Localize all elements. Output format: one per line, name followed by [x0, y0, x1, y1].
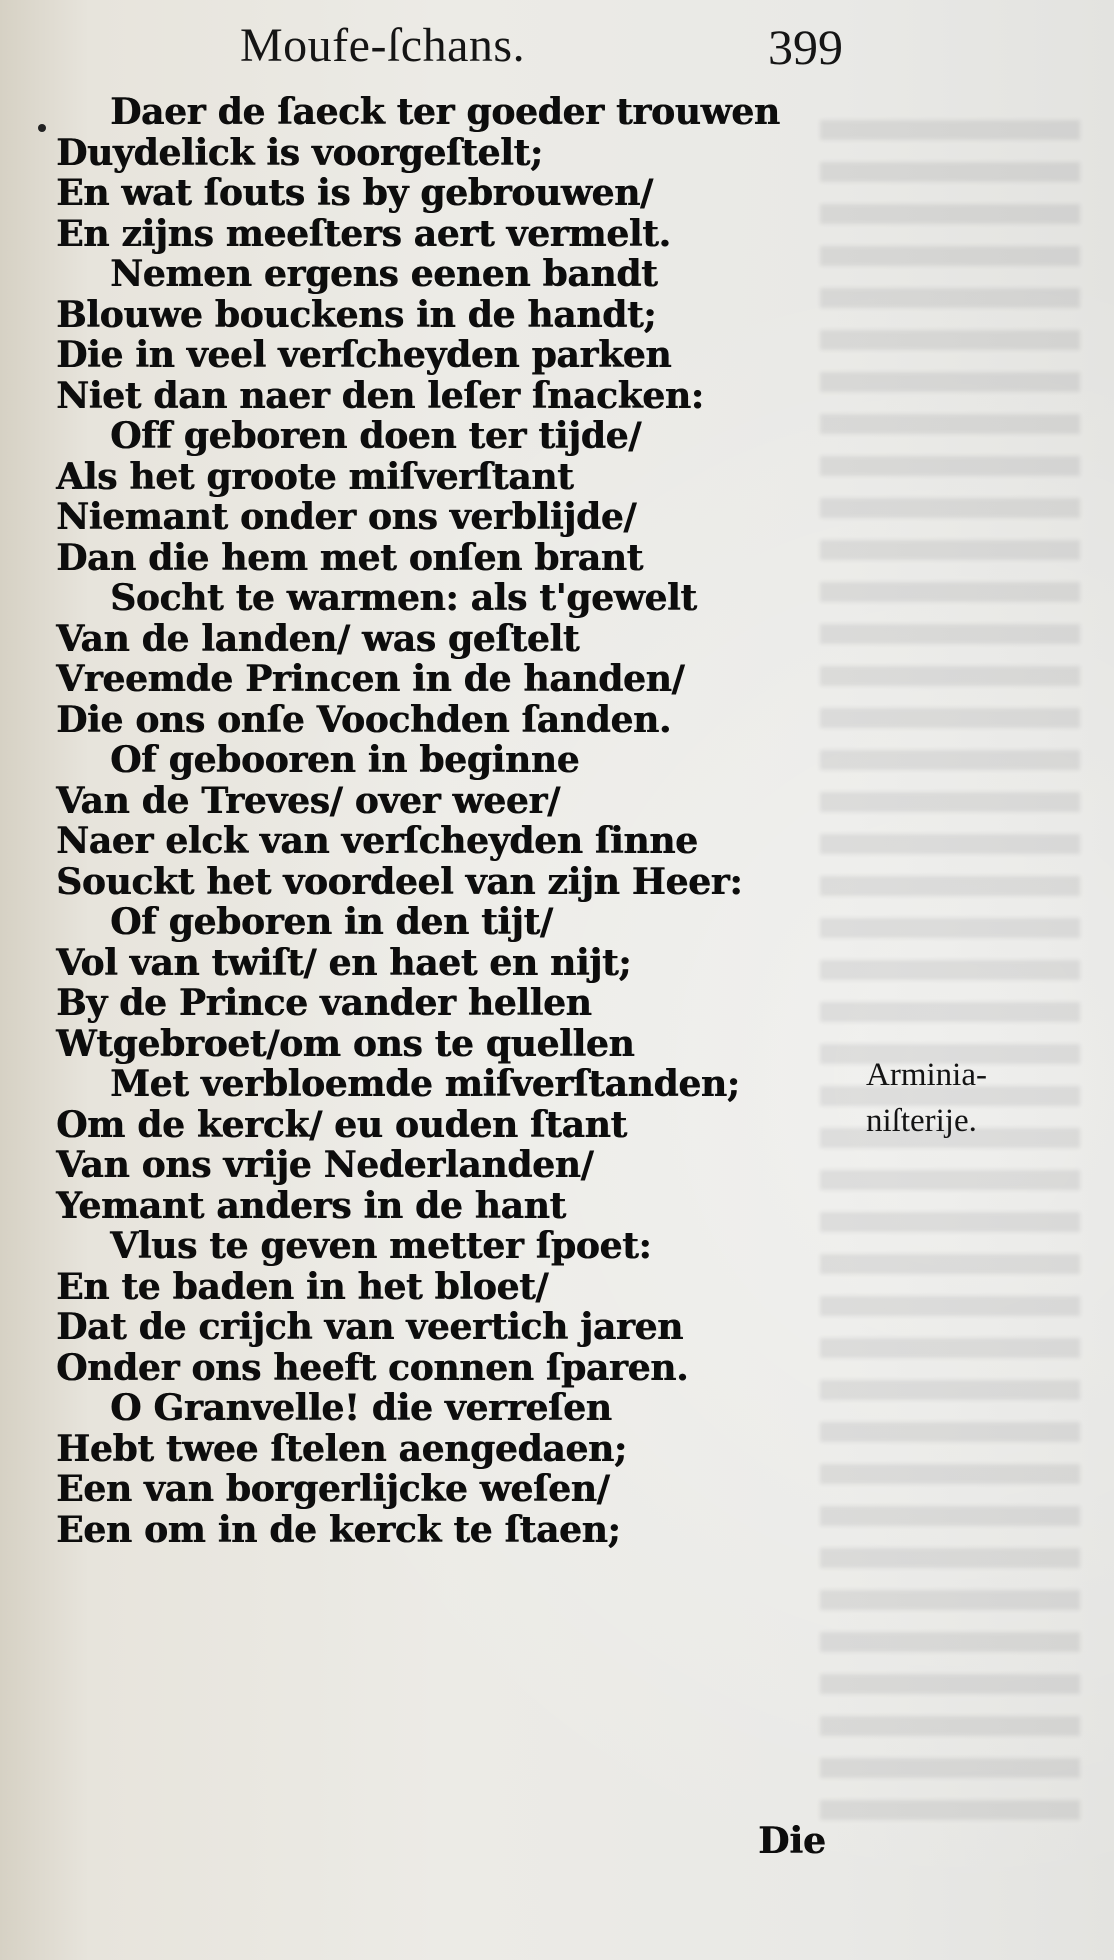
- catchword: Die: [758, 1820, 826, 1862]
- poem-line: Yemant anders in de hant: [56, 1184, 566, 1227]
- marginal-note-line: niſterije.: [866, 1103, 977, 1139]
- poem-line: Vlus te geven metter ſpoet:: [110, 1225, 652, 1267]
- poem-line: Van ons vrije Nederlanden/: [56, 1144, 594, 1186]
- show-through-text: [820, 120, 1080, 1840]
- poem-line: Off geboren doen ter tijde/: [110, 415, 641, 457]
- poem-line: Niemant onder ons verblijde/: [56, 496, 637, 538]
- marginal-note: [866, 1052, 987, 1144]
- poem-line: Niet dan naer den leſer ſnacken:: [56, 374, 704, 417]
- page-number: 399: [768, 19, 843, 75]
- poem-line: Dan die hem met onſen brant: [56, 536, 643, 579]
- poem-text: [0, 92, 850, 1550]
- poem-line: Blouwe bouckens in de handt;: [56, 293, 657, 336]
- poem-line: En te baden in het bloet/: [56, 1265, 549, 1308]
- poem-line: Die ons onſe Voochden ſanden.: [56, 698, 672, 741]
- poem-line: O Granvelle! die verreſen: [110, 1387, 612, 1429]
- poem-line: Een van borgerlijcke weſen/: [56, 1468, 610, 1510]
- poem-line: Socht te warmen: als t'gewelt: [110, 577, 697, 619]
- poem-line: Die in veel verſcheyden parken: [56, 334, 672, 376]
- poem-line: By de Prince vander hellen: [56, 982, 592, 1024]
- poem-line: Van de Treves/ over weer/: [56, 779, 560, 822]
- poem-line: Vreemde Princen in de handen/: [56, 658, 685, 700]
- poem-line: Om de kerck/ eu ouden ſtant: [56, 1103, 627, 1146]
- poem-line: Een om in de kerck te ſtaen;: [56, 1508, 621, 1551]
- poem-line: Daer de ſaeck ter goeder trouwen: [110, 91, 780, 133]
- running-title: Moufe-ſchans.: [240, 19, 526, 72]
- poem-line: Duydelick is voorgeſtelt;: [56, 131, 543, 174]
- poem-line: Hebt twee ſtelen aengedaen;: [56, 1427, 627, 1470]
- poem-line: Met verbloemde miſverſtanden;: [110, 1063, 740, 1105]
- poem-line: Vol van twiſt/ en haet en nijt;: [56, 941, 632, 984]
- poem-line: Van de landen/ was geſtelt: [56, 617, 580, 660]
- poem-line: Dat de crijch van veertich jaren: [56, 1306, 683, 1348]
- poem-line: En wat ſouts is by gebrouwen/: [56, 172, 653, 214]
- poem-line: Of gebooren in beginne: [110, 739, 580, 781]
- marginal-note-line: Arminia-: [866, 1057, 987, 1093]
- poem-line: Souckt het voordeel van zijn Heer:: [56, 860, 743, 903]
- page-header: [0, 18, 1114, 78]
- poem-line: Of geboren in den tijt/: [110, 901, 553, 943]
- poem-line: En zijns meeſters aert vermelt.: [56, 212, 671, 255]
- poem-line: Als het groote miſverſtant: [56, 455, 574, 498]
- poem-line: Nemen ergens eenen bandt: [110, 253, 658, 295]
- poem-line: Wtgebroet/om ons te quellen: [56, 1022, 635, 1065]
- poem-line: Naer elck van verſcheyden ſinne: [56, 820, 698, 862]
- poem-line: Onder ons heeft connen ſparen.: [56, 1346, 689, 1389]
